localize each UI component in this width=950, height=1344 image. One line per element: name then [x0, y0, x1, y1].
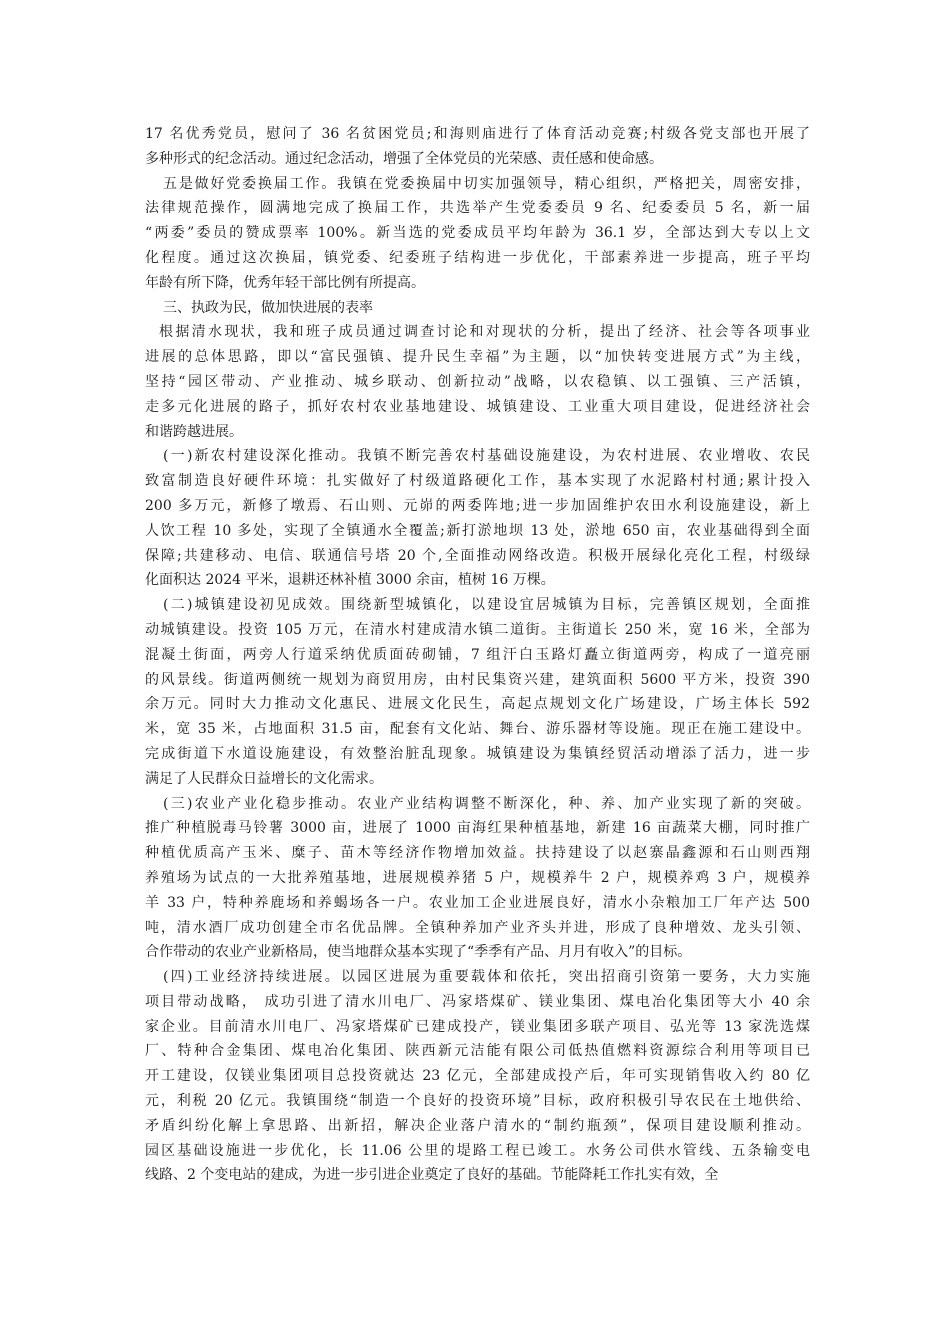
text-line: 矛盾纠纷化解上拿思路、出新招，解决企业落户清水的“制约瓶颈”，保项目建设顺利推动。 [145, 1117, 810, 1134]
text-line: 17 名优秀党员，慰问了 36 名贫困党员;和海则庙进行了体育活动竞赛;村级各党支部也开展了 [145, 126, 810, 142]
text-line: 法律规范操作，圆满地完成了换届工作，共选举产生党委委员 9 名、纪委委员 5 名，新一届 [145, 200, 810, 217]
text-line: 满足了人民群众日益增长的文化需求。 [145, 770, 383, 787]
text-line: 化面积达 2024 平米，退耕还林补植 3000 余亩，植树 16 万棵。 [145, 572, 555, 589]
text-line: 多种形式的纪念活动。通过纪念活动，增强了全体党员的光荣感、责任感和使命感。 [145, 150, 663, 167]
text-line: 坚持“园区带动、产业推动、城乡联动、创新拉动”战略，以农稳镇、以工强镇、三产活镇， [145, 373, 810, 390]
document-body [145, 122, 810, 1188]
text-line: 三、执政为民，做加快进展的表率 [163, 299, 373, 316]
text-line: 根据清水现状，我和班子成员通过调查讨论和对现状的分析，提出了经济、社会等各项事业 [159, 324, 810, 341]
text-line: 混凝土街面，两旁人行道采纳优质面砖砌铺，7 组汗白玉路灯矗立街道两旁，构成了一道亮丽 [145, 646, 810, 663]
text-line: (三)农业产业化稳步推动。农业产业结构调整不断深化，种、养、加产业实现了新的突破。 [163, 795, 810, 812]
text-line: 完成街道下水道设施建设，有效整治脏乱现象。城镇建设为集镇经贸活动增添了活力，进一步 [145, 745, 810, 762]
text-line: 致富制造良好硬件环境：扎实做好了村级道路硬化工作，基本实现了水泥路村村通;累计投入 [145, 473, 810, 490]
text-line: 线路、2 个变电站的建成，为进一步引进企业奠定了良好的基础。节能降耗工作扎实有效，全 [145, 1167, 719, 1184]
text-line: 和谐跨越进展。 [145, 423, 243, 440]
paragraph [145, 965, 810, 1188]
text-line: “两委”委员的赞成票率 100%。新当选的党委成员平均年龄为 36.1 岁，全部达到大专以上文 [145, 225, 810, 242]
text-line: 推广种植脱毒马铃薯 3000 亩，进展了 1000 亩海红果种植基地，新建 16 亩蔬菜大棚，同时推广 [145, 820, 810, 837]
text-line: 人饮工程 10 多处，实现了全镇通水全覆盖;新打淤地坝 13 处，淤地 650 亩，农业基础得到全面 [145, 522, 810, 539]
paragraph [145, 122, 810, 172]
paragraph [145, 792, 810, 966]
text-line: 元，利税 20 亿元。我镇围绕“制造一个良好的投资环境”目标，政府积极引导农民在土地供给、 [145, 1093, 810, 1110]
paragraph [145, 320, 810, 444]
text-line: 家企业。目前清水川电厂、冯家塔煤矿已建成投产，镁业集团多联产项目、弘光等 13 家洗选煤 [145, 1018, 810, 1035]
text-line: (二)城镇建设初见成效。围绕新型城镇化，以建设宜居城镇为目标，完善镇区规划，全面推 [163, 597, 810, 614]
text-line: 五是做好党委换届工作。我镇在党委换届中切实加强领导，精心组织，严格把关，周密安排， [163, 175, 810, 192]
text-line: 厂、特种合金集团、煤电冶化集团、陕西新元洁能有限公司低热值燃料资源综合利用等项目已 [145, 1043, 810, 1060]
text-line: 项目带动战略， 成功引进了清水川电厂、冯家塔煤矿、镁业集团、煤电冶化集团等大小 40 余 [145, 993, 810, 1010]
text-line: 化程度。通过这次换届，镇党委、纪委班子结构进一步优化，干部素养进一步提高，班子平均 [145, 249, 810, 266]
text-line: 余万元。同时大力推动文化惠民、进展文化民生，高起点规划文化广场建设，广场主体长 592 [145, 696, 810, 713]
text-line: 园区基础设施进一步优化，长 11.06 公里的堤路工程已竣工。水务公司供水管线、五条输变电 [145, 1142, 810, 1159]
text-line: 米，宽 35 米，占地面积 31.5 亩，配套有文化站、舞台、游乐器材等设施。现正在施工建设中。 [145, 721, 810, 738]
text-line: 进展的总体思路，即以“富民强镇、提升民生幸福”为主题，以“加快转变进展方式”为主线， [145, 349, 810, 366]
text-line: 吨，清水酒厂成功创建全市名优品牌。全镇种养加产业齐头并进，形成了良种增效、龙头引领、 [145, 919, 810, 936]
text-line: 开工建设，仅镁业集团项目总投资就达 23 亿元，全部建成投产后，年可实现销售收入约 80 亿 [145, 1068, 810, 1085]
text-line: 年龄有所下降，优秀年轻干部比例有所提高。 [145, 274, 425, 291]
paragraph [145, 444, 810, 593]
text-line: 羊 33 户，特种养鹿场和养蝎场各一户。农业加工企业进展良好，清水小杂粮加工厂年产达 500 [145, 894, 810, 911]
text-line: 200 多万元，新修了墩焉、石山则、元峁的两委阵地;进一步加固维护农田水利设施建设，新上 [145, 497, 810, 514]
paragraph [145, 172, 810, 296]
text-line: 动城镇建设。投资 105 万元，在清水村建成清水镇二道街。主街道长 250 米，宽 16 米，全部为 [145, 621, 810, 638]
text-line: 合作带动的农业产业新格局，使当地群众基本实现了“季季有产品、月月有收入”的目标。 [145, 944, 692, 961]
text-line: 走多元化进展的路子，抓好农村农业基地建设、城镇建设、工业重大项目建设，促进经济社会 [145, 398, 810, 415]
text-line: 养殖场为试点的一大批养殖基地，进展规模养猪 5 户，规模养牛 2 户，规模养鸡 3 户，规模养 [145, 869, 810, 886]
text-line: 的风景线。街道两侧统一规划为商贸用房，由村民集资兴建，建筑面积 5600 平方米，投资 390 [145, 671, 810, 688]
paragraph [145, 593, 810, 791]
section-heading [145, 296, 810, 321]
text-line: (四)工业经济持续进展。以园区进展为重要载体和依托，突出招商引资第一要务，大力实施 [163, 969, 810, 986]
text-line: (一)新农村建设深化推动。我镇不断完善农村基础设施建设，为农村进展、农业增收、农民 [163, 448, 810, 465]
text-line: 种植优质高产玉米、糜子、苗木等经济作物增加效益。扶持建设了以赵寨晶鑫源和石山则西翔 [145, 845, 810, 862]
text-line: 保障;共建移动、电信、联通信号塔 20 个,全面推动网络改造。积极开展绿化亮化工程，村级绿 [145, 547, 810, 564]
